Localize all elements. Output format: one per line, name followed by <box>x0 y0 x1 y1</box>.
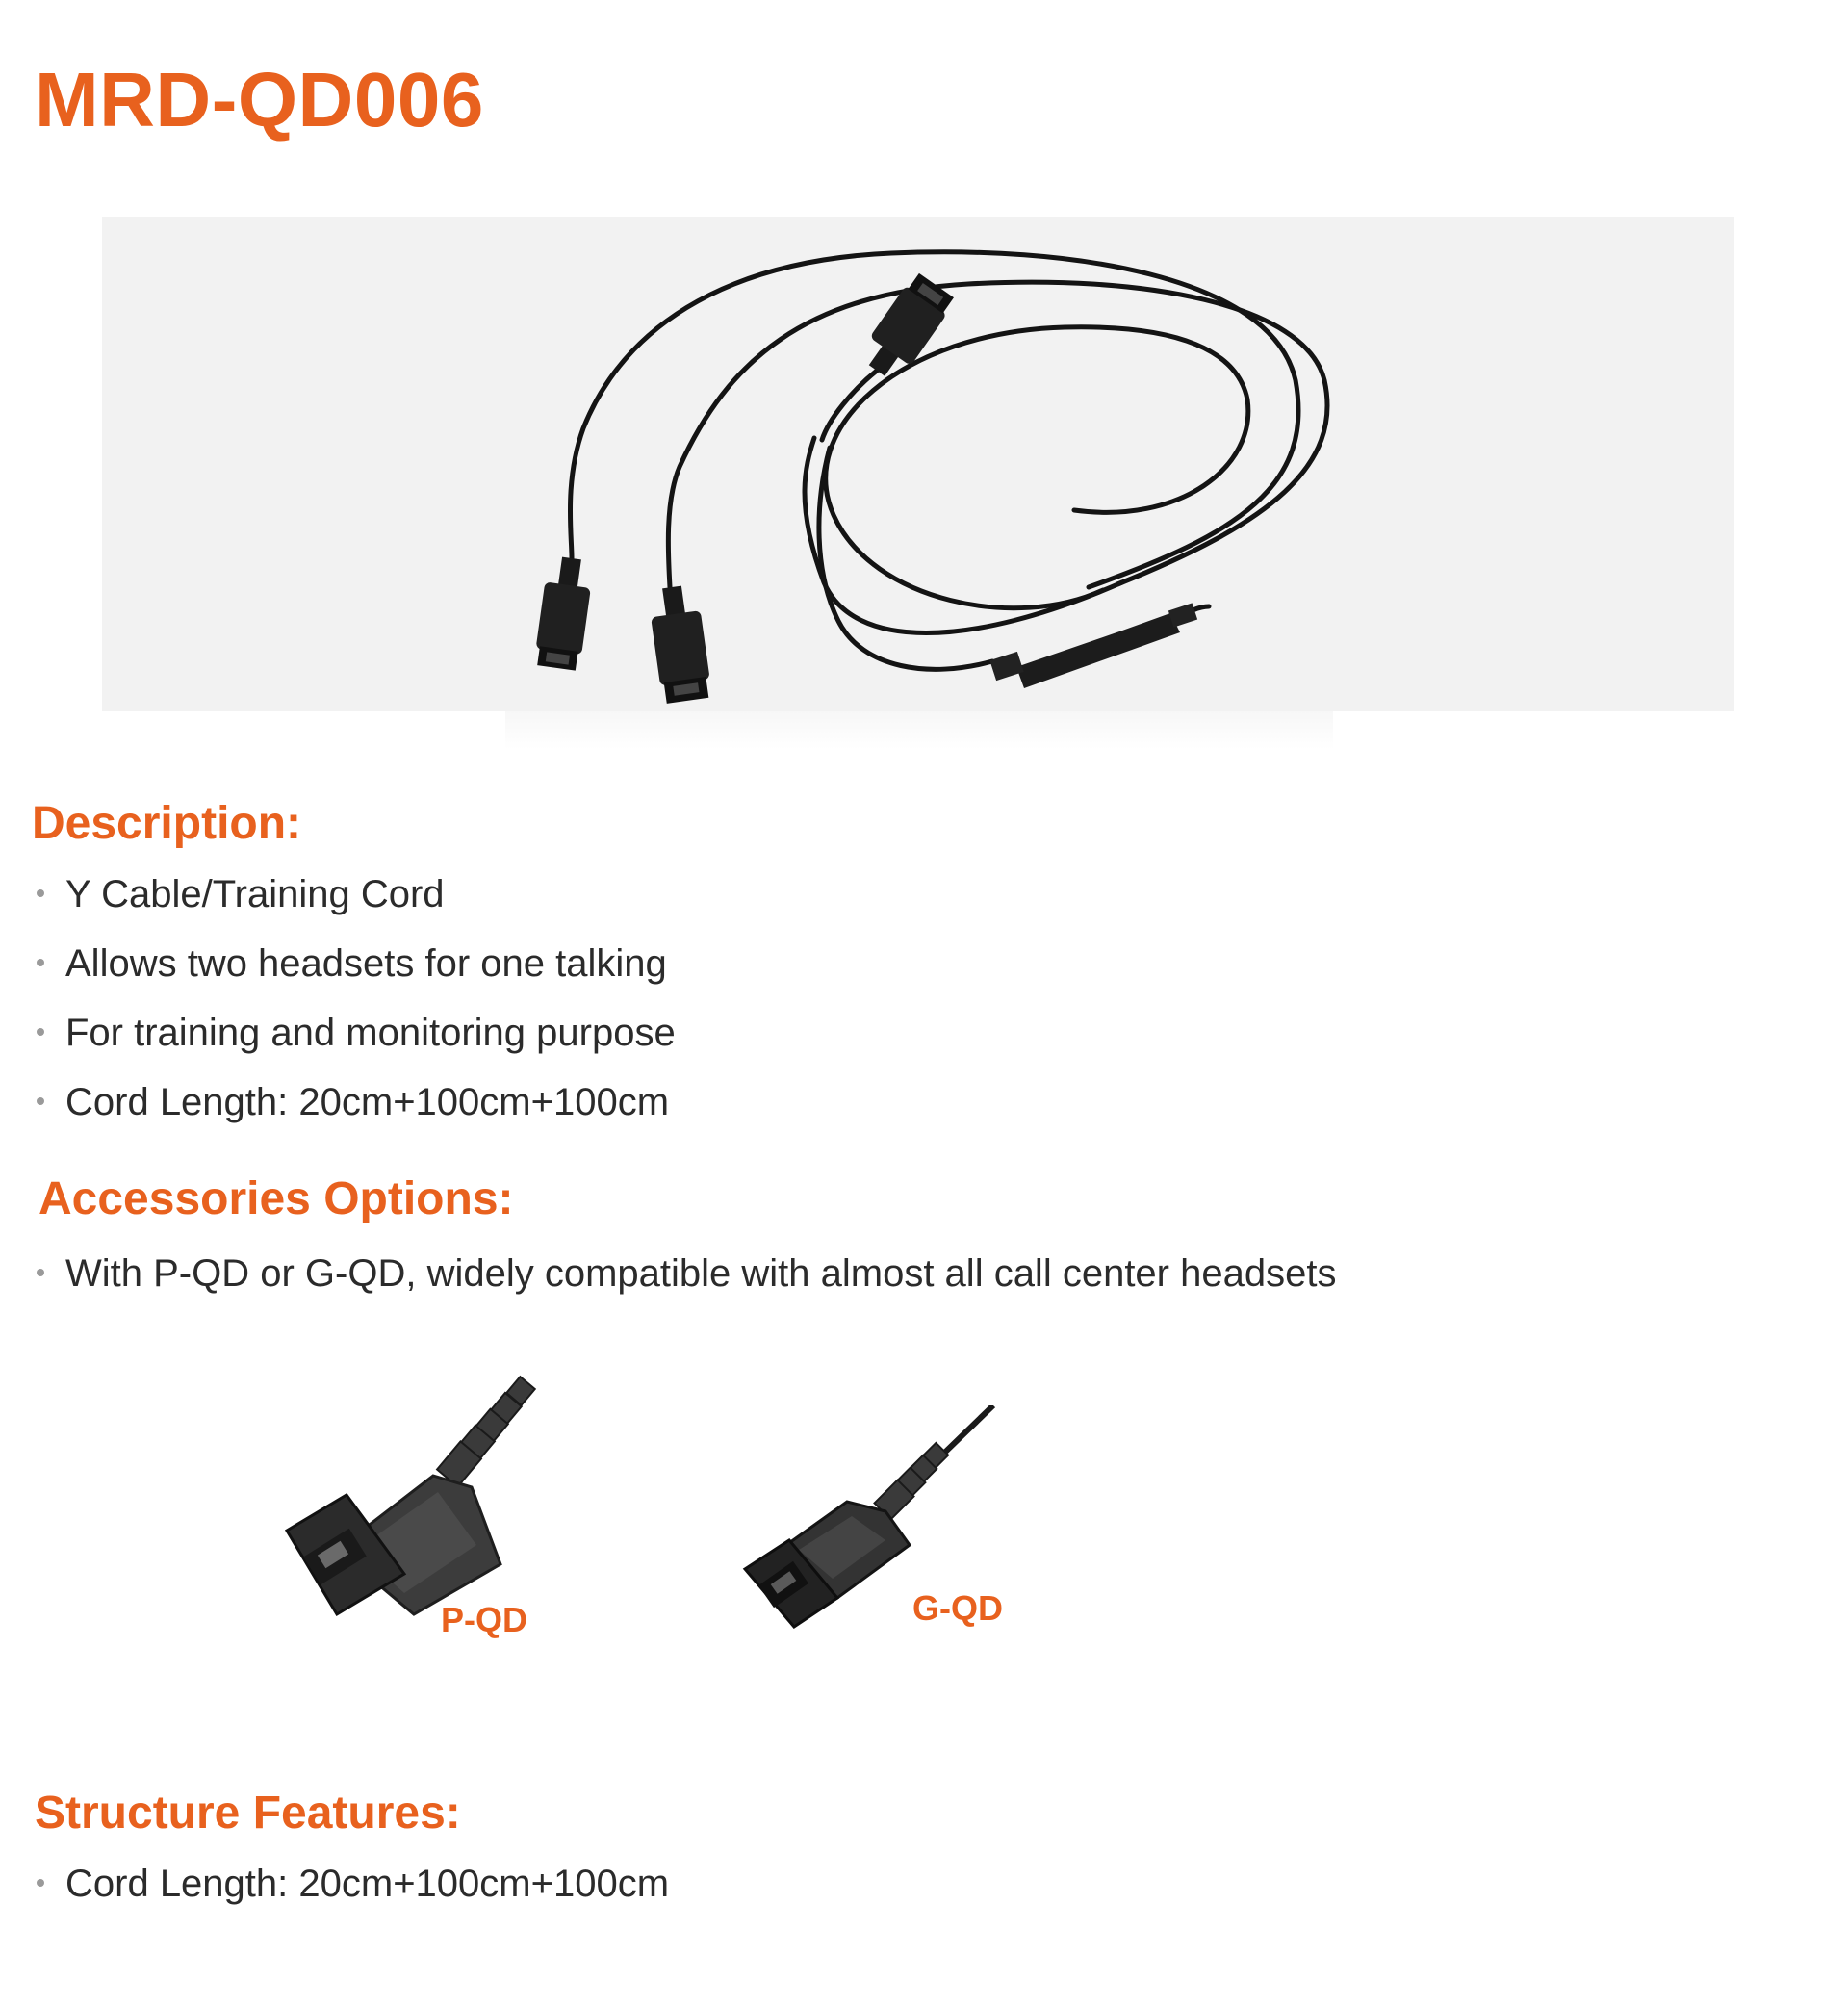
structure-list <box>35 1849 669 1918</box>
accessories-list <box>35 1239 1336 1308</box>
bullet-icon <box>37 1028 44 1036</box>
description-list <box>35 860 676 1137</box>
structure-item: Cord Length: 20cm+100cm+100cm <box>35 1849 669 1918</box>
description-item: Allows two headsets for one talking <box>35 929 676 998</box>
bullet-icon <box>37 1269 44 1276</box>
y-training-cable-icon <box>102 217 1734 711</box>
description-heading: Description: <box>32 798 302 849</box>
structure-heading: Structure Features: <box>35 1788 461 1839</box>
accessories-heading: Accessories Options: <box>38 1173 514 1224</box>
bullet-icon <box>37 1097 44 1105</box>
cable-splitter <box>989 603 1197 688</box>
p-qd-connector-icon <box>279 1372 606 1632</box>
description-item: Y Cable/Training Cord <box>35 860 676 929</box>
qd-connector-middle <box>647 583 712 704</box>
g-qd-label: G-QD <box>912 1588 1003 1628</box>
bullet-icon <box>37 889 44 897</box>
image-shadow <box>505 711 1333 750</box>
product-image <box>102 217 1734 711</box>
page-title: MRD-QD006 <box>35 57 484 142</box>
bullet-icon <box>37 959 44 966</box>
qd-connector-left <box>533 555 595 672</box>
p-qd-option <box>279 1372 606 1639</box>
description-item: For training and monitoring purpose <box>35 998 676 1068</box>
bullet-icon <box>37 1879 44 1887</box>
p-qd-label: P-QD <box>441 1600 527 1639</box>
accessories-item: With P-QD or G-QD, widely compatible with almost all call center headsets <box>35 1239 1336 1308</box>
g-qd-option <box>741 1405 1030 1636</box>
description-item: Cord Length: 20cm+100cm+100cm <box>35 1068 676 1137</box>
